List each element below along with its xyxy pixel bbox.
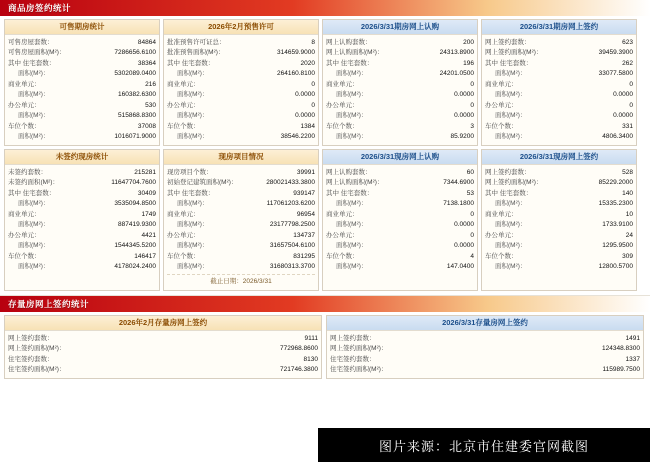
table-row: 未签约面积(M²)： 11647704.7600 (8, 179, 156, 186)
stock-card-grid (0, 312, 650, 379)
table-row: 批准预售许可证总： 8 (167, 38, 315, 46)
table-row: 面积(M²)： 5302089.0400 (18, 70, 156, 77)
card-rows (323, 165, 477, 275)
table-row: 面积(M²)： 33077.5800 (495, 70, 633, 77)
table-row: 面积(M²)： 160382.6300 (18, 91, 156, 98)
table-row: 面积(M²)： 15335.2300 (495, 200, 633, 207)
section-title-commodity: 商品房签约统计 (8, 3, 72, 13)
table-row: 办公单元： 4421 (8, 231, 156, 239)
table-row: 住宅签约面积(M²)： 115989.7500 (330, 366, 640, 373)
table-row: 其中 住宅套数： 38364 (8, 59, 156, 67)
table-row: 其中 住宅套数： 53 (326, 189, 474, 197)
table-row: 面积(M²)： 0.0000 (336, 221, 474, 228)
table-row: 车位个数： 831295 (167, 252, 315, 260)
table-row: 商业单元： 0 (326, 80, 474, 88)
table-row: 网上签约面积(M²)： 124348.8300 (330, 345, 640, 352)
table-row: 面积(M²)： 1733.9100 (495, 221, 633, 228)
table-row: 办公单元： 0 (326, 101, 474, 109)
card-title: 2026/3/31现房网上签约 (482, 150, 636, 165)
card-rows (5, 165, 159, 275)
table-row: 面积(M²)： 23177798.2500 (177, 221, 315, 228)
card-completed-online-contract (481, 149, 637, 291)
card-completed-projects (163, 149, 319, 291)
card-rows (482, 165, 636, 275)
section-title-stock: 存量房网上签约统计 (8, 299, 90, 309)
table-row: 面积(M²)： 0.0000 (177, 91, 315, 98)
table-row: 车位个数： 3 (326, 122, 474, 130)
card-rows (164, 35, 318, 145)
card-stock-daily-contract (326, 315, 644, 379)
table-row: 面积(M²)： 0.0000 (495, 91, 633, 98)
card-available-presale (4, 19, 160, 146)
table-row: 面积(M²)： 264160.8100 (177, 70, 315, 77)
table-row: 面积(M²)： 3535094.8500 (18, 200, 156, 207)
table-row: 其中 住宅套数： 140 (485, 189, 633, 197)
table-row: 车位个数： 1384 (167, 122, 315, 130)
table-row: 商业单元： 96954 (167, 210, 315, 218)
card-title: 2026/3/31期房网上签约 (482, 20, 636, 35)
card-presale-online-subscription (322, 19, 478, 146)
table-row: 面积(M²)： 0.0000 (495, 112, 633, 119)
table-row: 网上签约套数： 623 (485, 38, 633, 46)
card-rows (323, 35, 477, 145)
table-row: 面积(M²)： 38546.2200 (177, 133, 315, 140)
table-row: 办公单元： 24 (485, 231, 633, 239)
table-row: 其中 住宅套数： 939147 (167, 189, 315, 197)
card-rows (164, 165, 318, 290)
table-row: 商业单元： 0 (485, 80, 633, 88)
card-rows (5, 35, 159, 145)
table-row: 车位个数： 146417 (8, 252, 156, 260)
card-completed-online-subscription (322, 149, 478, 291)
table-row: 商业单元： 216 (8, 80, 156, 88)
table-row: 面积(M²)： 12800.5700 (495, 263, 633, 270)
card-title: 2026年2月预售许可 (164, 20, 318, 35)
table-row: 网上认购面积(M²)： 7344.6900 (326, 179, 474, 186)
table-row: 商业单元： 10 (485, 210, 633, 218)
table-row: 车位个数： 309 (485, 252, 633, 260)
card-unsigned-completed (4, 149, 160, 291)
card-stock-monthly-contract (4, 315, 322, 379)
table-row: 其中 住宅套数： 196 (326, 59, 474, 67)
table-row: 其中 住宅套数： 30409 (8, 189, 156, 197)
table-row: 网上认购套数： 200 (326, 38, 474, 46)
table-row: 住宅签约套数： 1337 (330, 355, 640, 363)
table-row: 网上签约套数： 1491 (330, 334, 640, 342)
table-row: 面积(M²)： 1295.9500 (495, 242, 633, 249)
card-presale-online-contract (481, 19, 637, 146)
table-row: 面积(M²)： 0.0000 (336, 91, 474, 98)
table-row: 办公单元： 0 (167, 101, 315, 109)
commodity-card-grid (0, 16, 650, 291)
table-row: 面积(M²)： 1544345.5200 (18, 242, 156, 249)
table-row: 住宅签约面积(M²)： 721746.3800 (8, 366, 318, 373)
source-watermark: 图片来源：北京市住建委官网截图 (318, 428, 650, 462)
card-title: 可售期房统计 (5, 20, 159, 35)
card-title: 2026/3/31存量房网上签约 (327, 316, 643, 331)
table-row: 办公单元： 134737 (167, 231, 315, 239)
table-row: 商业单元： 1749 (8, 210, 156, 218)
table-row: 办公单元： 0 (326, 231, 474, 239)
table-row: 初始登记建筑面积(M²)： 280021433.3800 (167, 179, 315, 186)
table-row: 面积(M²)： 7138.1800 (336, 200, 474, 207)
table-row: 车位个数： 37008 (8, 122, 156, 130)
table-row: 可售房屋面积(M²)： 7286656.6100 (8, 49, 156, 56)
card-rows (5, 331, 321, 378)
table-row: 车位个数： 4 (326, 252, 474, 260)
table-row: 面积(M²)： 31680313.3700 (177, 263, 315, 270)
cutoff-date: 截止日期：2026/3/31 (167, 274, 315, 287)
table-row: 现房项目个数： 39991 (167, 168, 315, 176)
table-row: 面积(M²)： 887419.9300 (18, 221, 156, 228)
section-header-commodity (0, 0, 650, 16)
table-row: 商业单元： 0 (326, 210, 474, 218)
table-row: 面积(M²)： 1016071.9000 (18, 133, 156, 140)
table-row: 办公单元： 0 (485, 101, 633, 109)
table-row: 网上签约套数： 528 (485, 168, 633, 176)
table-row: 网上签约面积(M²)： 85229.2000 (485, 179, 633, 186)
table-row: 网上签约面积(M²)： 39459.3900 (485, 49, 633, 56)
table-row: 面积(M²)： 147.0400 (336, 263, 474, 270)
table-row: 面积(M²)： 31657504.6100 (177, 242, 315, 249)
table-row: 面积(M²)： 515868.8300 (18, 112, 156, 119)
card-title: 现房项目情况 (164, 150, 318, 165)
table-row: 网上认购面积(M²)： 24313.8900 (326, 49, 474, 56)
card-rows (327, 331, 643, 378)
table-row: 面积(M²)： 0.0000 (336, 242, 474, 249)
table-row: 住宅签约套数： 8130 (8, 355, 318, 363)
section-header-stock (0, 296, 650, 312)
card-title: 2026/3/31现房网上认购 (323, 150, 477, 165)
card-title: 未签约现房统计 (5, 150, 159, 165)
table-row: 面积(M²)： 4178024.2400 (18, 263, 156, 270)
table-row: 批准预售面积(M²)： 314659.9000 (167, 49, 315, 56)
table-row: 其中 住宅套数： 2020 (167, 59, 315, 67)
table-row: 其中 住宅套数： 262 (485, 59, 633, 67)
table-row: 网上认购套数： 60 (326, 168, 474, 176)
table-row: 面积(M²)： 117061203.6200 (177, 200, 315, 207)
table-row: 商业单元： 0 (167, 80, 315, 88)
card-title: 2026年2月存量房网上签约 (5, 316, 321, 331)
table-row: 面积(M²)： 0.0000 (336, 112, 474, 119)
card-presale-permit (163, 19, 319, 146)
card-rows (482, 35, 636, 145)
table-row: 可售房屋套数： 84864 (8, 38, 156, 46)
table-row: 面积(M²)： 24201.0500 (336, 70, 474, 77)
table-row: 面积(M²)： 85.9200 (336, 133, 474, 140)
table-row: 未签约套数： 215281 (8, 168, 156, 176)
table-row: 车位个数： 331 (485, 122, 633, 130)
table-row: 面积(M²)： 4806.3400 (495, 133, 633, 140)
table-row: 网上签约面积(M²)： 772968.8600 (8, 345, 318, 352)
table-row: 网上签约套数： 9111 (8, 334, 318, 342)
card-title: 2026/3/31期房网上认购 (323, 20, 477, 35)
table-row: 办公单元： 530 (8, 101, 156, 109)
table-row: 面积(M²)： 0.0000 (177, 112, 315, 119)
